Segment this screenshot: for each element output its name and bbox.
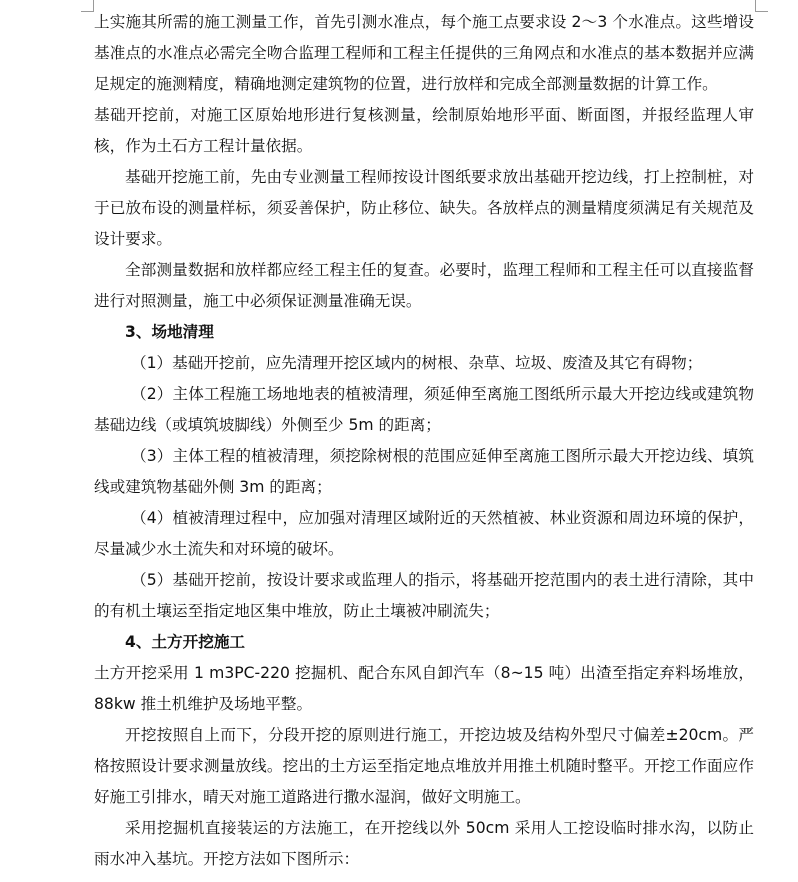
crop-mark-top-left-h (81, 11, 93, 12)
section-heading: 3、场地清理 (125, 323, 214, 341)
list-item: （5）基础开挖前，按设计要求或监理人的指示，将基础开挖范围内的表土进行清除，其中的有机土壤运至指定地区集中堆放，防止土壤被冲刷流失； (94, 571, 754, 620)
crop-mark-top-right-h (756, 11, 768, 12)
document-body (94, 7, 754, 875)
paragraph: 土方开挖采用 1 m3PC-220 挖掘机、配合东风自卸汽车（8~15 吨）出渣至指定弃料场堆放，88kw 推土机维护及场地平整。 (94, 664, 754, 713)
list-item: （4）植被清理过程中，应加强对清理区域附近的天然植被、林业资源和周边环境的保护，尽量减少水土流失和对环境的破坏。 (94, 509, 754, 558)
list-item: （1）基础开挖前，应先清理开挖区域内的树根、杂草、垃圾、废渣及其它有碍物； (131, 354, 703, 372)
paragraph: 基础开挖施工前，先由专业测量工程师按设计图纸要求放出基础开挖边线，打上控制桩，对于已放布设的测量样标，须妥善保护，防止移位、缺失。各放样点的测量精度须满足有关规范及设计要求。 (94, 168, 754, 248)
paragraph: 上实施其所需的施工测量工作，首先引测水准点，每个施工点要求设 2～3 个水准点。这些增设基准点的水准点必需完全吻合监理工程师和工程主任提供的三角网点和水准点的基本数据并应满足规定的施测精度，精确地测定建筑物的位置，进行放样和完成全部测量数据的计算工作。 (94, 13, 754, 93)
paragraph: 采用挖掘机直接装运的方法施工，在开挖线以外 50cm 采用人工挖设临时排水沟，以防止雨水冲入基坑。开挖方法如下图所示： (94, 819, 754, 868)
list-item: （3）主体工程的植被清理，须挖除树根的范围应延伸至离施工图所示最大开挖边线、填筑线或建筑物基础外侧 3m 的距离； (94, 447, 754, 496)
section-heading: 4、土方开挖施工 (125, 633, 246, 651)
paragraph: 开挖按照自上而下，分段开挖的原则进行施工，开挖边坡及结构外型尺寸偏差±20cm。严格按照设计要求测量放线。挖出的土方运至指定地点堆放并用推土机随时整平。开挖工作面应作好施工引排水，晴天对施工道路进行撒水湿润，做好文明施工。 (94, 726, 754, 806)
list-item: （2）主体工程施工场地地表的植被清理，须延伸至离施工图纸所示最大开挖边线或建筑物基础边线（或填筑坡脚线）外侧至少 5m 的距离； (94, 385, 754, 434)
paragraph: 全部测量数据和放样都应经工程主任的复查。必要时，监理工程师和工程主任可以直接监督进行对照测量，施工中必须保证测量准确无误。 (94, 261, 754, 310)
paragraph: 基础开挖前，对施工区原始地形进行复核测量，绘制原始地形平面、断面图，并报经监理人审核，作为土石方工程计量依据。 (94, 106, 754, 155)
